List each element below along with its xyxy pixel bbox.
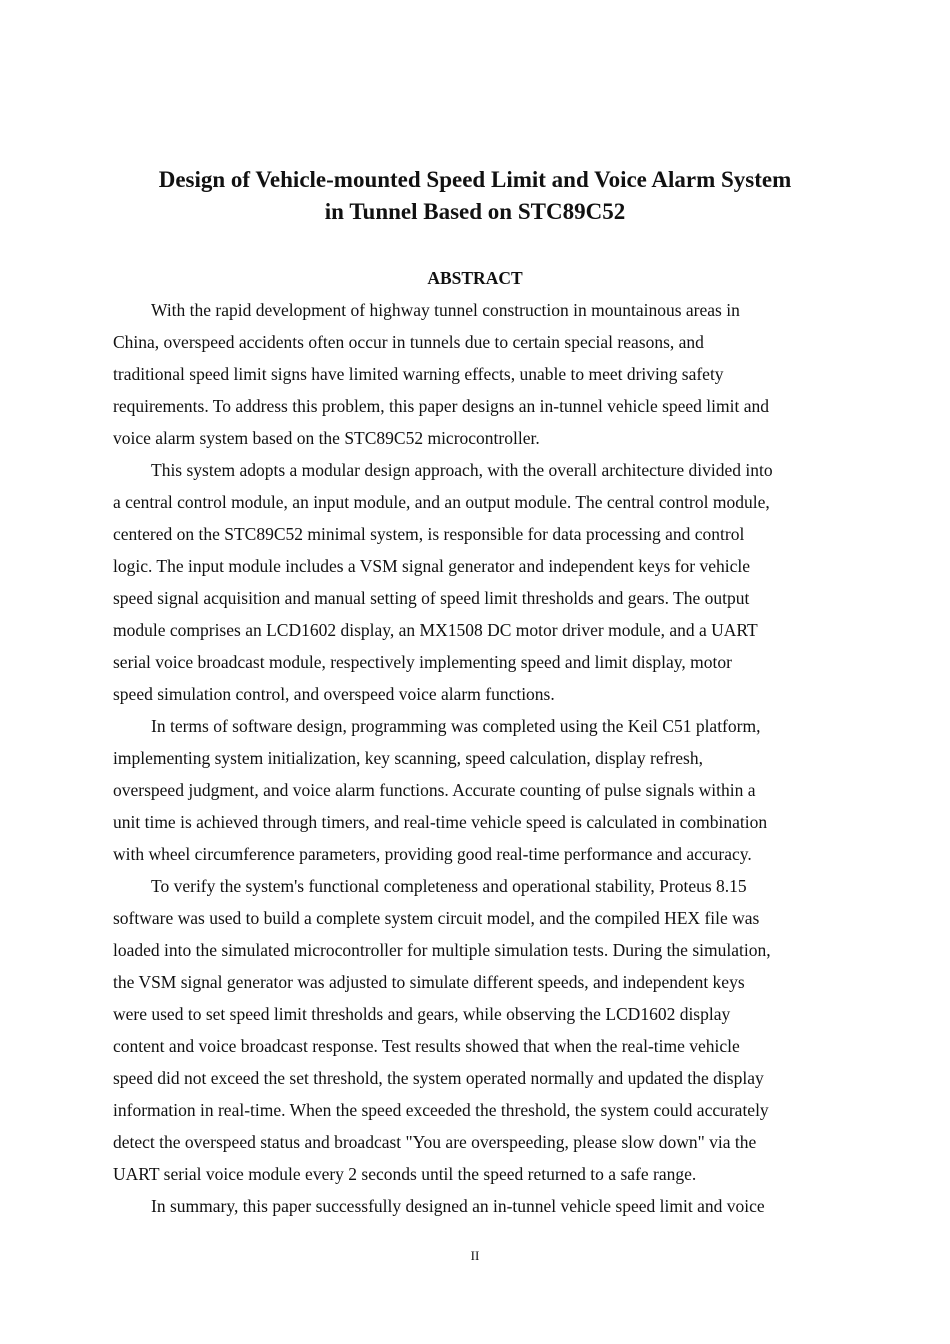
paragraph-line: traditional speed limit signs have limited warning effects, unable to meet driving safety: [113, 364, 724, 384]
paragraph-line: overspeed judgment, and voice alarm functions. Accurate counting of pulse signals within a: [113, 780, 756, 800]
paragraph-line: To verify the system's functional completeness and operational stability, Proteus 8.15: [151, 876, 747, 896]
paragraph-line: speed did not exceed the set threshold, the system operated normally and updated the display: [113, 1068, 764, 1088]
paragraph-line: China, overspeed accidents often occur in tunnels due to certain special reasons, and: [113, 332, 704, 352]
paragraph-line: requirements. To address this problem, this paper designs an in-tunnel vehicle speed limit and: [113, 396, 770, 416]
paragraph-line: voice alarm system based on the STC89C52 microcontroller.: [113, 428, 540, 448]
paragraph-line: In terms of software design, programming was completed using the Keil C51 platform,: [151, 716, 761, 736]
paragraph-line: centered on the STC89C52 minimal system, is responsible for data processing and control: [113, 524, 745, 544]
paper-title-line-2: in Tunnel Based on STC89C52: [324, 199, 626, 224]
paragraph-line: content and voice broadcast response. Test results showed that when the real-time vehicle: [113, 1036, 740, 1056]
paragraph-line: loaded into the simulated microcontroller for multiple simulation tests. During the simulation,: [113, 940, 771, 960]
paragraph-line: the VSM signal generator was adjusted to simulate different speeds, and independent keys: [113, 972, 745, 992]
paragraph-line: logic. The input module includes a VSM signal generator and independent keys for vehicle: [113, 556, 750, 576]
paragraph-line: a central control module, an input module, and an output module. The central control module,: [113, 492, 770, 512]
abstract-paragraph: [113, 710, 841, 870]
abstract-paragraph: [113, 454, 841, 710]
abstract-paragraph: [113, 870, 841, 1190]
paragraph-line: detect the overspeed status and broadcast "You are overspeeding, please slow down" via the: [113, 1132, 757, 1152]
paragraph-line: UART serial voice module every 2 seconds until the speed returned to a safe range.: [113, 1164, 697, 1184]
paper-title: [100, 164, 850, 228]
paper-title-line-1: Design of Vehicle-mounted Speed Limit and Voice Alarm System: [158, 167, 792, 192]
paragraph-line: were used to set speed limit thresholds and gears, while observing the LCD1602 display: [113, 1004, 731, 1024]
abstract-heading: ABSTRACT: [427, 268, 523, 288]
paragraph-line: module comprises an LCD1602 display, an MX1508 DC motor driver module, and a UART: [113, 620, 758, 640]
paragraph-line: speed signal acquisition and manual setting of speed limit thresholds and gears. The output: [113, 588, 750, 608]
paragraph-line: with wheel circumference parameters, providing good real-time performance and accuracy.: [113, 844, 752, 864]
page-number: II: [470, 1248, 480, 1263]
paragraph-line: software was used to build a complete system circuit model, and the compiled HEX file was: [113, 908, 760, 928]
abstract-body: [113, 294, 841, 1222]
paragraph-line: unit time is achieved through timers, and real-time vehicle speed is calculated in combination: [113, 812, 768, 832]
paragraph-line: implementing system initialization, key scanning, speed calculation, display refresh,: [113, 748, 703, 768]
paragraph-line: With the rapid development of highway tunnel construction in mountainous areas in: [151, 300, 740, 320]
paragraph-line: information in real-time. When the speed exceeded the threshold, the system could accurately: [113, 1100, 769, 1120]
paragraph-line: serial voice broadcast module, respectively implementing speed and limit display, motor: [113, 652, 732, 672]
abstract-paragraph: [113, 294, 841, 454]
paragraph-line: speed simulation control, and overspeed voice alarm functions.: [113, 684, 555, 704]
paragraph-line: This system adopts a modular design approach, with the overall architecture divided into: [151, 460, 773, 480]
abstract-paragraph: [113, 1190, 841, 1222]
paragraph-line: In summary, this paper successfully designed an in-tunnel vehicle speed limit and voice: [151, 1196, 765, 1216]
